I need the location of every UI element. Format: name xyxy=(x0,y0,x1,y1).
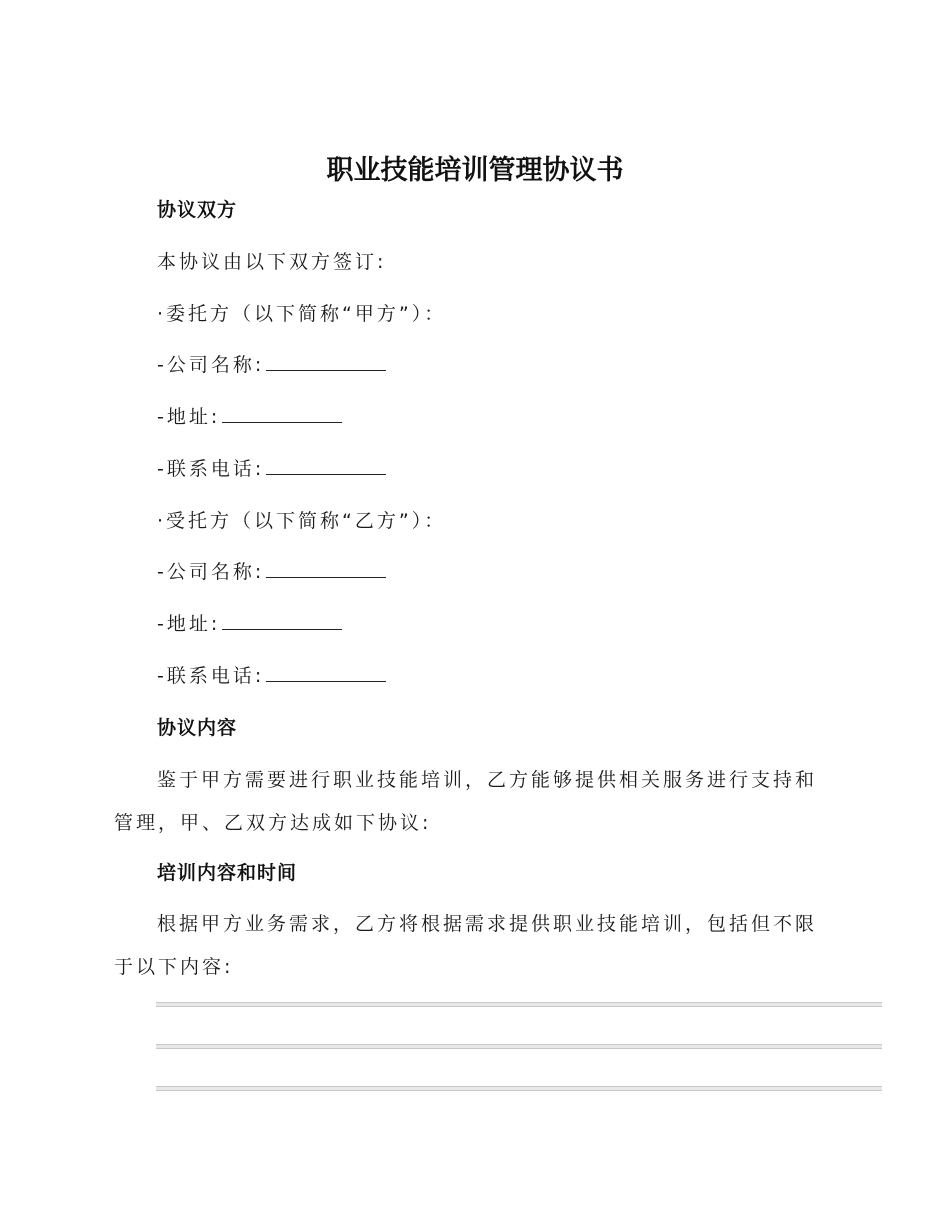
intro-text: 本协议由以下双方签订: xyxy=(157,251,387,273)
party-a-company-row xyxy=(157,351,386,379)
party-b-phone-label: -联系电话: xyxy=(157,665,265,687)
party-b-phone-row xyxy=(157,662,386,690)
section-heading-content: 协议内容 xyxy=(157,717,238,739)
party-a-label: ·委托方（以下简称“甲方”）： xyxy=(157,303,447,325)
party-b-address-blank[interactable] xyxy=(222,611,342,630)
section-heading-training: 培训内容和时间 xyxy=(157,862,298,884)
section-content-paragraph: 鉴于甲方需要进行职业技能培训，乙方能够提供相关服务进行支持和管理，甲、乙双方达成如下协议: xyxy=(114,769,818,834)
horizontal-rule xyxy=(156,1044,882,1049)
horizontal-rule xyxy=(156,1086,882,1091)
party-a-phone-label: -联系电话: xyxy=(157,458,265,480)
party-a-address-blank[interactable] xyxy=(222,404,342,423)
party-a-company-blank[interactable] xyxy=(266,352,386,371)
section-heading-parties: 协议双方 xyxy=(157,199,238,221)
party-a-phone-blank[interactable] xyxy=(266,456,386,475)
party-a-address-row xyxy=(157,403,342,431)
party-a-phone-row xyxy=(157,455,386,483)
party-b-company-label: -公司名称: xyxy=(157,561,265,583)
party-b-address-label: -地址: xyxy=(157,613,221,635)
horizontal-rule xyxy=(156,1002,882,1007)
party-a-company-label: -公司名称: xyxy=(157,354,265,376)
party-a-address-label: -地址: xyxy=(157,406,221,428)
document-title: 职业技能培训管理协议书 xyxy=(326,155,624,186)
party-b-phone-blank[interactable] xyxy=(266,663,386,682)
party-b-company-row xyxy=(157,558,386,586)
party-b-label: ·受托方（以下简称“乙方”）： xyxy=(157,510,447,532)
section-training-paragraph: 根据甲方业务需求，乙方将根据需求提供职业技能培训，包括但不限于以下内容: xyxy=(114,913,818,978)
party-b-address-row xyxy=(157,610,342,638)
party-b-company-blank[interactable] xyxy=(266,559,386,578)
